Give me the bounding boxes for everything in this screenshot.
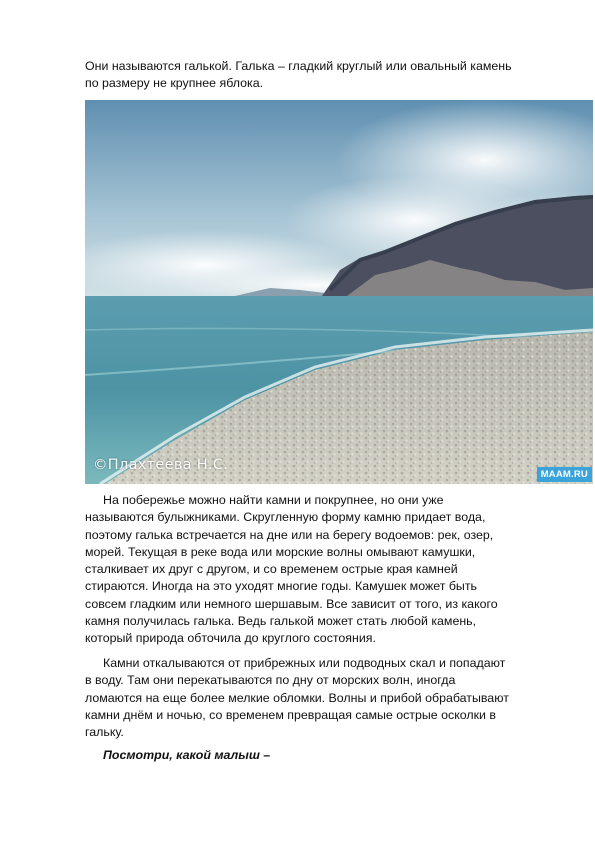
- pebble-beach-image: [85, 100, 593, 484]
- intro-paragraph: Они называются галькой. Галька – гладкий круглый или овальный камень по размеру не крупнее яблока.: [85, 59, 512, 91]
- paragraph-boulders: На побережье можно найти камни и покрупнее, но они уже называются булыжниками. Скругленную форму камню придает вода, поэтому галька встречается на дне или на берегу водоемов: рек, озер, морей. Текущая в реке вода или морские волны омывают камушки, сталкивает их друг с другом, и со временем острые края камней стираются. Иногда на это уходят многие годы. Камушек может быть совсем гладким или немного шершавым. Все зависит от того, из какого камня получилась галька. Ведь галькой может стать любой камень, который природа обточила до круглого состояния.: [85, 493, 498, 646]
- beach-photo: [85, 100, 593, 484]
- photo-watermark: ©Плахтеева Н.С.: [93, 457, 229, 473]
- maam-badge: MAAM.RU: [537, 467, 592, 482]
- paragraph-rocks: Камни откалываются от прибрежных или подводных скал и попадают в воду. Там они перекатываются по дну от морских волн, иногда ломаются на еще более мелкие обломки. Волны и прибой обрабатывают камни днём и ночью, со временем превращая самые острые осколки в гальку.: [85, 656, 509, 740]
- poem-first-line: Посмотри, какой малыш –: [103, 748, 271, 762]
